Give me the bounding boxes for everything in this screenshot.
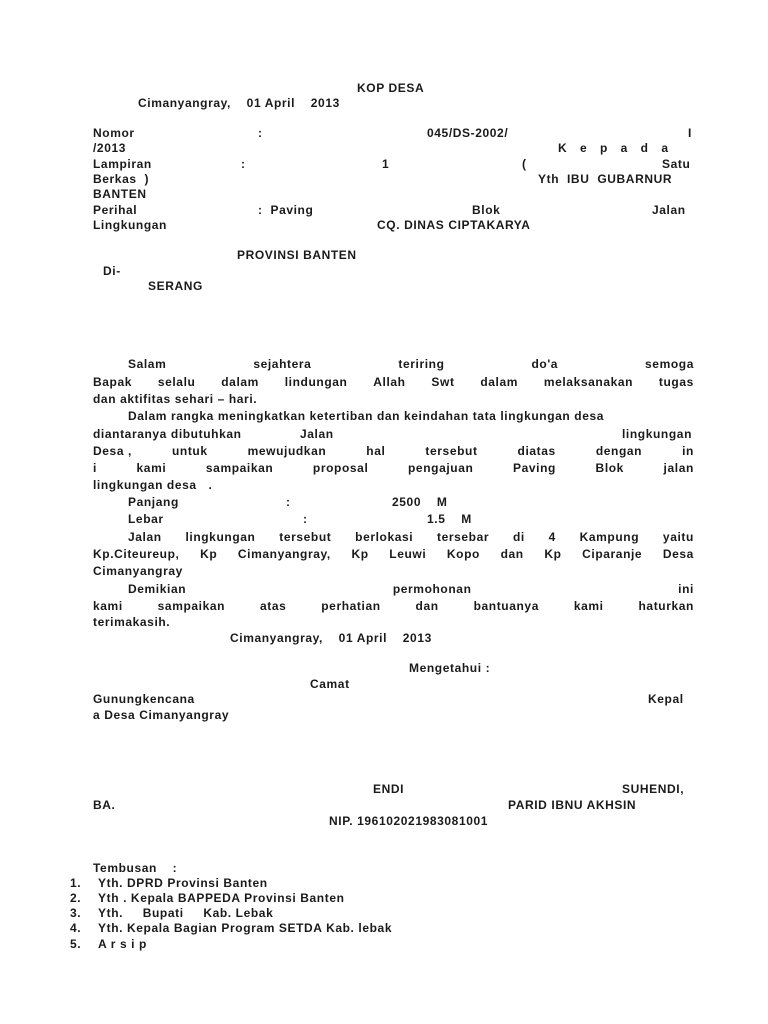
paragraph-greeting-line1: Salam sejahtera teriring do'a semoga xyxy=(128,357,694,371)
recipient-yth: Yth IBU GUBARNUR xyxy=(538,172,673,186)
perihal-lingkungan: Lingkungan xyxy=(93,218,167,232)
lebar-value: 1.5 M xyxy=(427,512,472,526)
nomor-label: Nomor xyxy=(93,126,135,140)
paragraph-location-line3: Cimanyangray xyxy=(93,564,183,578)
paragraph-greeting-line3: dan aktifitas sehari – hari. xyxy=(93,392,258,406)
kepala-label-part1: Kepal xyxy=(648,692,684,706)
lampiran-colon: : xyxy=(241,157,246,171)
panjang-colon: : xyxy=(286,495,291,509)
paragraph-purpose-line3: Desa , untuk mewujudkan hal tersebut diatas dengan in xyxy=(93,444,694,458)
closing-place-date: Cimanyangray, 01 April 2013 xyxy=(230,631,432,645)
tembusan-title: Tembusan : xyxy=(93,861,178,875)
lampiran-paren: ( xyxy=(522,157,527,171)
recipient-cq: CQ. DINAS CIPTAKARYA xyxy=(377,218,531,232)
perihal-label: Perihal xyxy=(93,203,138,217)
signer-nip: NIP. 196102021983081001 xyxy=(329,814,489,828)
kepala-label-part2: a Desa Cimanyangray xyxy=(93,708,230,722)
panjang-value: 2500 M xyxy=(392,495,448,509)
tembusan-item: Yth. Kepala Bagian Program SETDA Kab. lebak xyxy=(98,921,393,935)
paragraph-closing-line1: Demikian permohonan ini xyxy=(128,582,694,596)
paragraph-purpose-line2c: lingkungan xyxy=(622,427,692,441)
recipient-provinsi: PROVINSI BANTEN xyxy=(237,248,357,262)
tembusan-number: 1. xyxy=(70,876,82,890)
recipient-di: Di- xyxy=(103,264,121,278)
panjang-label: Panjang xyxy=(128,495,179,509)
tembusan-number: 5. xyxy=(70,937,82,951)
signer-endi: ENDI xyxy=(373,782,405,796)
perihal-blok: Blok xyxy=(472,203,501,217)
nomor-colon: : xyxy=(258,126,263,140)
paragraph-purpose-line1: Dalam rangka meningkatkan ketertiban dan keindahan tata lingkungan desa xyxy=(128,409,605,423)
tembusan-item: Yth . Kepala BAPPEDA Provinsi Banten xyxy=(98,891,345,905)
gunungkencana-label: Gunungkencana xyxy=(93,692,195,706)
letterhead-title: KOP DESA xyxy=(357,81,425,95)
tembusan-number: 2. xyxy=(70,891,82,905)
paragraph-greeting-line2: Bapak selalu dalam lindungan Allah Swt dalam melaksanakan tugas xyxy=(93,375,694,389)
tembusan-item: Yth. Bupati Kab. Lebak xyxy=(98,906,274,920)
paragraph-purpose-line4: i kami sampaikan proposal pengajuan Paving Blok jalan xyxy=(93,461,694,475)
perihal-jalan: Jalan xyxy=(652,203,686,217)
signer-suhendi: SUHENDI, xyxy=(622,782,685,796)
tembusan-number: 3. xyxy=(70,906,82,920)
paragraph-purpose-line5: lingkungan desa . xyxy=(93,478,213,492)
perihal-paving: : Paving xyxy=(258,203,314,217)
place-date: Cimanyangray, 01 April 2013 xyxy=(138,96,340,110)
lebar-label: Lebar xyxy=(128,512,164,526)
signer-parid: PARID IBNU AKHSIN xyxy=(508,798,637,812)
lampiran-berkas: Berkas ) xyxy=(93,172,150,186)
paragraph-location-line1: Jalan lingkungan tersebut berlokasi tersebar di 4 Kampung yaitu xyxy=(128,530,694,544)
paragraph-purpose-line2b: Jalan xyxy=(300,427,334,441)
tembusan-number: 4. xyxy=(70,921,82,935)
lebar-colon: : xyxy=(303,512,308,526)
tembusan-item: Yth. DPRD Provinsi Banten xyxy=(98,876,268,890)
kepada-label: K e p a d a xyxy=(558,141,674,155)
tembusan-item: A r s i p xyxy=(98,937,147,951)
nomor-year: /2013 xyxy=(93,141,127,155)
nomor-end: I xyxy=(688,126,692,140)
lampiran-number: 1 xyxy=(382,157,390,171)
nomor-value: 045/DS-2002/ xyxy=(427,126,509,140)
paragraph-closing-line3: terimakasih. xyxy=(93,615,171,629)
paragraph-purpose-line2a: diantaranya dibutuhkan xyxy=(93,427,242,441)
camat-label: Camat xyxy=(310,677,350,691)
recipient-banten: BANTEN xyxy=(93,187,147,201)
mengetahui-label: Mengetahui : xyxy=(409,661,491,675)
lampiran-satu: Satu xyxy=(662,157,691,171)
signer-ba: BA. xyxy=(93,798,116,812)
paragraph-location-line2: Kp.Citeureup, Kp Cimanyangray, Kp Leuwi Kopo dan Kp Ciparanje Desa xyxy=(93,547,694,561)
paragraph-closing-line2: kami sampaikan atas perhatian dan bantuanya kami haturkan xyxy=(93,599,694,613)
lampiran-label: Lampiran xyxy=(93,157,152,171)
recipient-city: SERANG xyxy=(148,279,203,293)
